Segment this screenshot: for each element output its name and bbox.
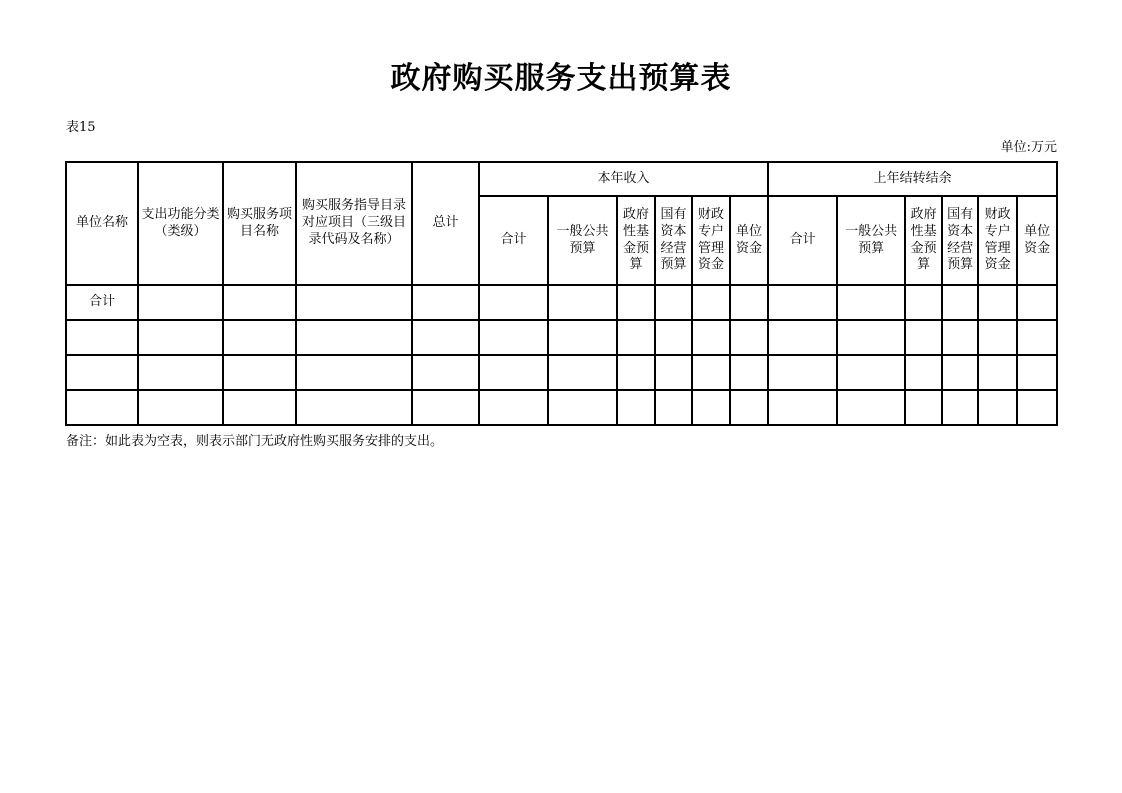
table-cell [942, 390, 978, 425]
table-cell [837, 320, 905, 355]
col-header-grand-total: 总计 [412, 162, 479, 285]
table-number-label: 表15 [66, 120, 96, 135]
table-cell [479, 285, 548, 320]
table-row-total [66, 285, 1057, 320]
table-row-empty [66, 390, 1057, 425]
table-cell [768, 285, 837, 320]
table-row-empty [66, 320, 1057, 355]
table-cell [138, 355, 223, 390]
table-cell [905, 320, 942, 355]
table-cell [412, 390, 479, 425]
table-cell [978, 320, 1017, 355]
table-cell [655, 320, 692, 355]
table-cell [548, 320, 617, 355]
table-cell [1017, 320, 1057, 355]
col-header-py-state-capital-budget: 国有资本经营预算 [942, 196, 978, 285]
col-header-py-total: 合计 [768, 196, 837, 285]
table-cell [730, 390, 768, 425]
table-cell [655, 390, 692, 425]
table-cell [479, 355, 548, 390]
table-cell [905, 390, 942, 425]
table-cell [296, 320, 412, 355]
col-header-expense-function: 支出功能分类（类级） [138, 162, 223, 285]
table-cell [692, 355, 730, 390]
table-cell [296, 285, 412, 320]
table-cell [730, 285, 768, 320]
table-cell [479, 320, 548, 355]
table-cell [138, 285, 223, 320]
table-cell [730, 355, 768, 390]
table-cell [837, 285, 905, 320]
table-cell [223, 355, 296, 390]
table-cell [548, 390, 617, 425]
page-title: 政府购买服务支出预算表 [390, 61, 732, 96]
table-row-empty [66, 355, 1057, 390]
col-header-py-gov-fund-budget: 政府性基金预算 [905, 196, 942, 285]
table-cell [66, 320, 138, 355]
table-cell [412, 355, 479, 390]
table-cell [412, 285, 479, 320]
col-header-cy-gov-fund-budget: 政府性基金预算 [617, 196, 655, 285]
table-cell [692, 320, 730, 355]
table-cell [138, 390, 223, 425]
table-cell [692, 285, 730, 320]
table-cell [1017, 355, 1057, 390]
col-header-py-general-public-budget: 一般公共预算 [837, 196, 905, 285]
table-cell [692, 390, 730, 425]
col-header-unit-name: 单位名称 [66, 162, 138, 285]
col-header-cy-general-public-budget: 一般公共预算 [548, 196, 617, 285]
group-header-current-year-income: 本年收入 [479, 162, 768, 196]
table-cell [479, 390, 548, 425]
table-cell [905, 355, 942, 390]
unit-label: 单位:万元 [1000, 140, 1057, 155]
table-cell [548, 285, 617, 320]
table-cell [296, 390, 412, 425]
table-cell [768, 320, 837, 355]
table-cell [942, 320, 978, 355]
table-cell [617, 355, 655, 390]
table-cell [412, 320, 479, 355]
col-header-service-project-name: 购买服务项目名称 [223, 162, 296, 285]
table-cell [1017, 285, 1057, 320]
table-cell [617, 390, 655, 425]
table-cell [768, 355, 837, 390]
col-header-cy-unit-funds: 单位资金 [730, 196, 768, 285]
table-cell [942, 285, 978, 320]
total-row-label: 合计 [66, 285, 138, 320]
table-cell [978, 390, 1017, 425]
table-cell [655, 355, 692, 390]
table-cell [223, 320, 296, 355]
table-cell [978, 285, 1017, 320]
table-cell [942, 355, 978, 390]
footer-note: 备注：如此表为空表，则表示部门无政府性购买服务安排的支出。 [66, 434, 444, 449]
col-header-catalog-item: 购买服务指导目录对应项目（三级目录代码及名称） [296, 162, 412, 285]
table-cell [655, 285, 692, 320]
col-header-cy-total: 合计 [479, 196, 548, 285]
table-cell [837, 390, 905, 425]
table-cell [905, 285, 942, 320]
col-header-py-fiscal-account-funds: 财政专户管理资金 [978, 196, 1017, 285]
table-cell [66, 355, 138, 390]
budget-table [65, 161, 1058, 426]
col-header-cy-fiscal-account-funds: 财政专户管理资金 [692, 196, 730, 285]
table-cell [978, 355, 1017, 390]
table-cell [138, 320, 223, 355]
table-cell [548, 355, 617, 390]
col-header-py-unit-funds: 单位资金 [1017, 196, 1057, 285]
group-header-prior-year-carryover: 上年结转结余 [768, 162, 1057, 196]
table-cell [223, 390, 296, 425]
table-cell [1017, 390, 1057, 425]
table-cell [66, 390, 138, 425]
table-cell [768, 390, 837, 425]
table-cell [730, 320, 768, 355]
header-row-groups [66, 162, 1057, 196]
col-header-cy-state-capital-budget: 国有资本经营预算 [655, 196, 692, 285]
table-cell [223, 285, 296, 320]
table-cell [837, 355, 905, 390]
table-cell [296, 355, 412, 390]
table-cell [617, 320, 655, 355]
table-cell [617, 285, 655, 320]
